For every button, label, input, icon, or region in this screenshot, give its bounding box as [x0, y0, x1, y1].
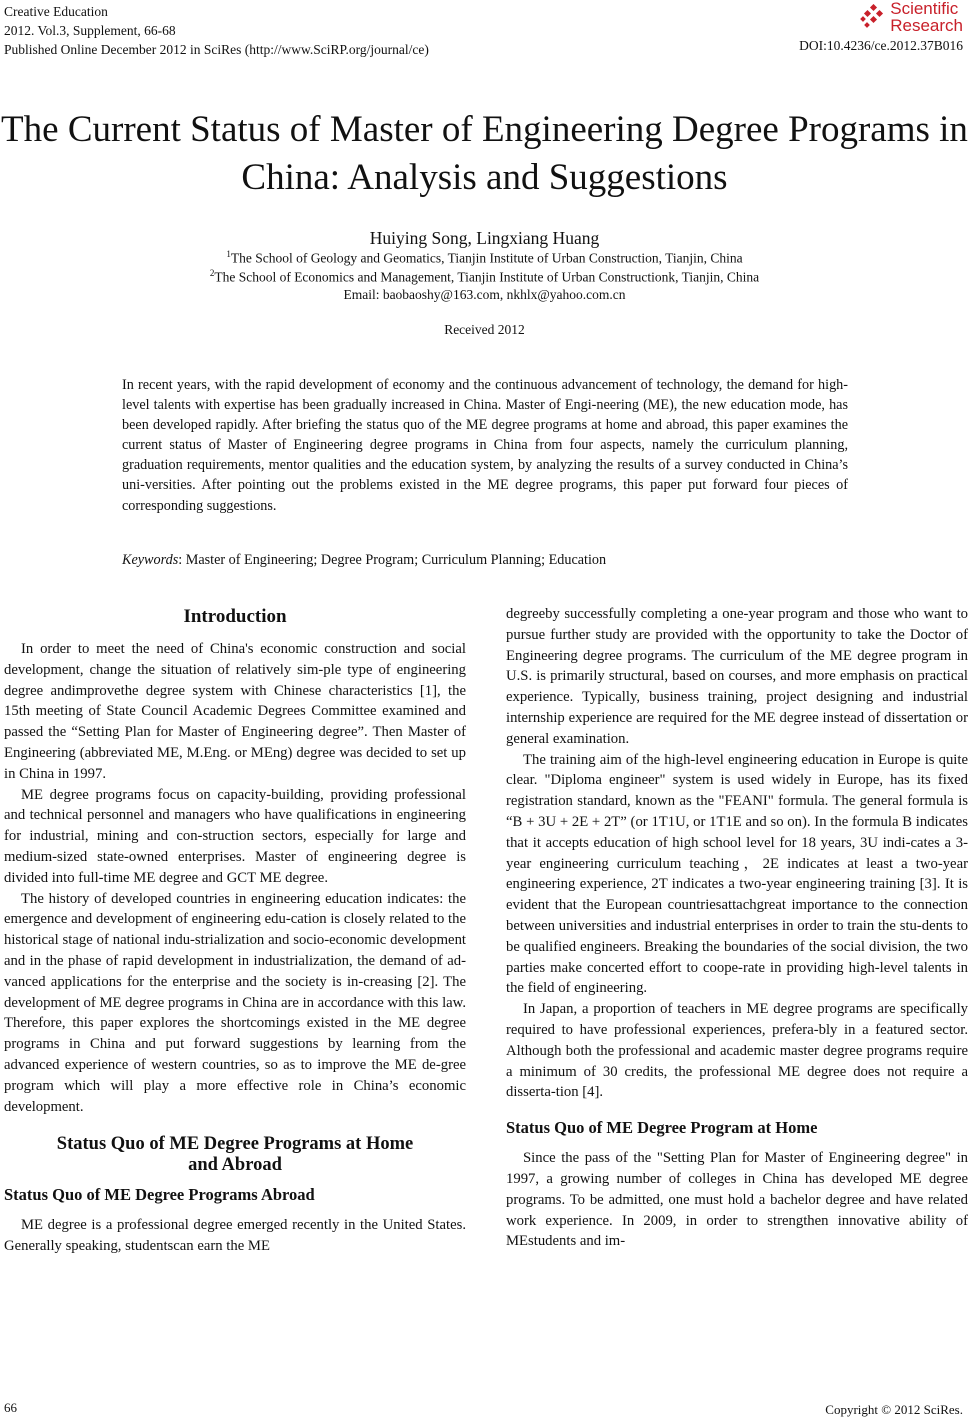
- copyright: Copyright © 2012 SciRes.: [825, 1402, 963, 1417]
- email: Email: baobaoshy@163.com, nkhlx@yahoo.com.cn: [343, 287, 626, 302]
- section-heading-line-2: and Abroad: [188, 1155, 282, 1176]
- logo-mark-icon: [860, 4, 886, 30]
- paragraph: The history of developed countries in engineering education indicates: the emergence and development of engineering edu-cation is closely related to the historical stage of national indu-strialization and socio-economic development and in the phase of rapid development in industrialization, the demand of ad-vanced applications for the enterprise and the society is in-creasing [2]. The development of ME degree programs in China are in accordance with this law. Therefore, this paper explores the shortcomings existed in the ME degree programs in China and put forward suggestions by learning from the advanced experience of western countries, so as to improve the ME de-gree program which will play a more effective role in China’s economic development.: [4, 890, 466, 1115]
- journal-name: Creative Education: [4, 4, 108, 19]
- authors: Huiying Song, Lingxiang Huang: [369, 228, 600, 248]
- affiliation-2-text: The School of Economics and Management, Tianjin Institute of Urban Constructionk, Tianjin, China: [214, 269, 760, 285]
- affiliation-2: [0, 268, 969, 286]
- section-heading: [4, 1134, 466, 1176]
- paragraph: The training aim of the high-level engineering education in Europe is quite clear. "Diploma engineer" system is used widely in Europe, has its fixed registration standard, known as the "FEANI" formula. The general formula is “B + 3U + 2E + 2T” (or 1T1U, or 1T1E and so on). In the formula B indicates that it accepts education of high school level for 18 years, 3U indi-cates a 3-year engineering curriculum teaching，2E indicates at least a two-year engineering experience, 2T indicates a two-year engineering training [3]. It is evident that the European countriesattachgreat importance to the connection between universities and industrial enterprises in order to train the stu-dents to be qualified engineers. Breaking the boundaries of the social division, the two parties make concerted effort to coope-rate in providing high-level talents in the field of engineering.: [506, 751, 968, 997]
- keywords: [122, 552, 848, 569]
- logo-line-2: Research: [890, 16, 963, 35]
- left-column: [4, 604, 466, 1257]
- section-heading-line-1: Status Quo of ME Degree Programs at Home: [56, 1134, 414, 1155]
- publication-info: Published Online December 2012 in SciRes (http://www.SciRP.org/journal/ce): [4, 42, 429, 57]
- page-number: 66: [4, 1400, 17, 1415]
- logo-text: [890, 0, 963, 34]
- right-column: [506, 604, 968, 1252]
- affiliation-1-sup: 1: [226, 249, 231, 259]
- subsection-heading: Status Quo of ME Degree Program at Home: [506, 1118, 818, 1138]
- running-header: [4, 2, 429, 59]
- paragraph: ME degree is a professional degree emerged recently in the United States. Generally speaking, studentscan earn the ME: [4, 1217, 466, 1255]
- title-line-1: The Current Status of Master of Engineering Degree Programs in: [1, 109, 968, 150]
- title-line-2: China: Analysis and Suggestions: [241, 157, 728, 198]
- affiliation-1-text: The School of Geology and Geomatics, Tianjin Institute of Urban Construction, Tianjin, China: [230, 250, 743, 266]
- doi: DOI:10.4236/ce.2012.37B016: [799, 38, 963, 53]
- paper-title: [0, 106, 969, 202]
- paragraph: In Japan, a proportion of teachers in ME degree programs are specifically required to have professional experiences, prefera-bly in a featured sector. Although both the professional and academic master degree programs require a minimum of 30 credits, the professional ME degree does not require a disserta-tion [4].: [506, 1001, 968, 1101]
- affiliation-2-sup: 2: [209, 268, 215, 278]
- paragraph: Since the pass of the "Setting Plan for Master of Engineering degree" in 1997, a growing number of colleges in China has developed ME degree programs. To be admitted, one must hold a bachelor degree and have related work experience. In 2009, in order to strengthen innovative ability of MEstudents and im-: [506, 1150, 968, 1250]
- scientific-research-logo: [860, 0, 963, 34]
- keywords-text: : Master of Engineering; Degree Program; Curriculum Planning; Education: [178, 552, 607, 568]
- logo-line-1: Scientific: [890, 0, 959, 18]
- paragraph: degreeby successfully completing a one-year program and those who want to pursue further study are provided with the opportunity to take the Doctor of Engineering degree programs. The curriculum of the ME degree program in U.S. is primarily structural, based on courses, and more emphasis on practical experience. Typically, business training, project designing and industrial internship experience are required for the ME degree instead of dissertation or general examination.: [506, 606, 968, 747]
- paragraph: ME degree programs focus on capacity-building, providing professional and technical personnel and managers who have qualifications in engineering for industrial, mining and con-struction sectors, especially for large and medium-sized state-owned enterprises. Master of engineering degree is divided into full-time ME degree and GCT ME degree.: [4, 786, 466, 886]
- affiliation-1: [0, 249, 969, 267]
- paragraph: In order to meet the need of China's economic construction and social development, change the situation of relatively sim-ple type of engineering degree andimprovethe degree system with Chinese characteristics [1], the 15th meeting of State Council Academic Degrees Committee examined and passed the “Setting Plan for Master of Engineering degree”. Then Master of Engineering (abbreviated ME, M.Eng. or MEng) degree was decided to set up in China in 1997.: [4, 641, 466, 782]
- received-date: Received 2012: [444, 322, 525, 337]
- abstract: In recent years, with the rapid development of economy and the continuous advancement of technology, the demand for high-level talents with expertise has been gradually increased in China. Master of Engi-neering (ME), the new education mode, has been developed rapidly. After briefing the status quo of the ME degree programs at home and abroad, this paper examines the current status of Master of Engineering degree programs in China from four aspects, namely the curriculum planning, graduation requirements, mentor qualities and the education system, by analyzing the results of a survey conducted in China’s uni-versities. After pointing out the problems existed in the ME degree programs, this paper put forward four pieces of corresponding suggestions.: [122, 377, 848, 514]
- volume-info: 2012. Vol.3, Supplement, 66-68: [4, 23, 176, 38]
- subsection-heading: Status Quo of ME Degree Programs Abroad: [4, 1185, 315, 1205]
- keywords-label: Keywords: [122, 552, 179, 568]
- introduction-heading: Introduction: [183, 606, 287, 627]
